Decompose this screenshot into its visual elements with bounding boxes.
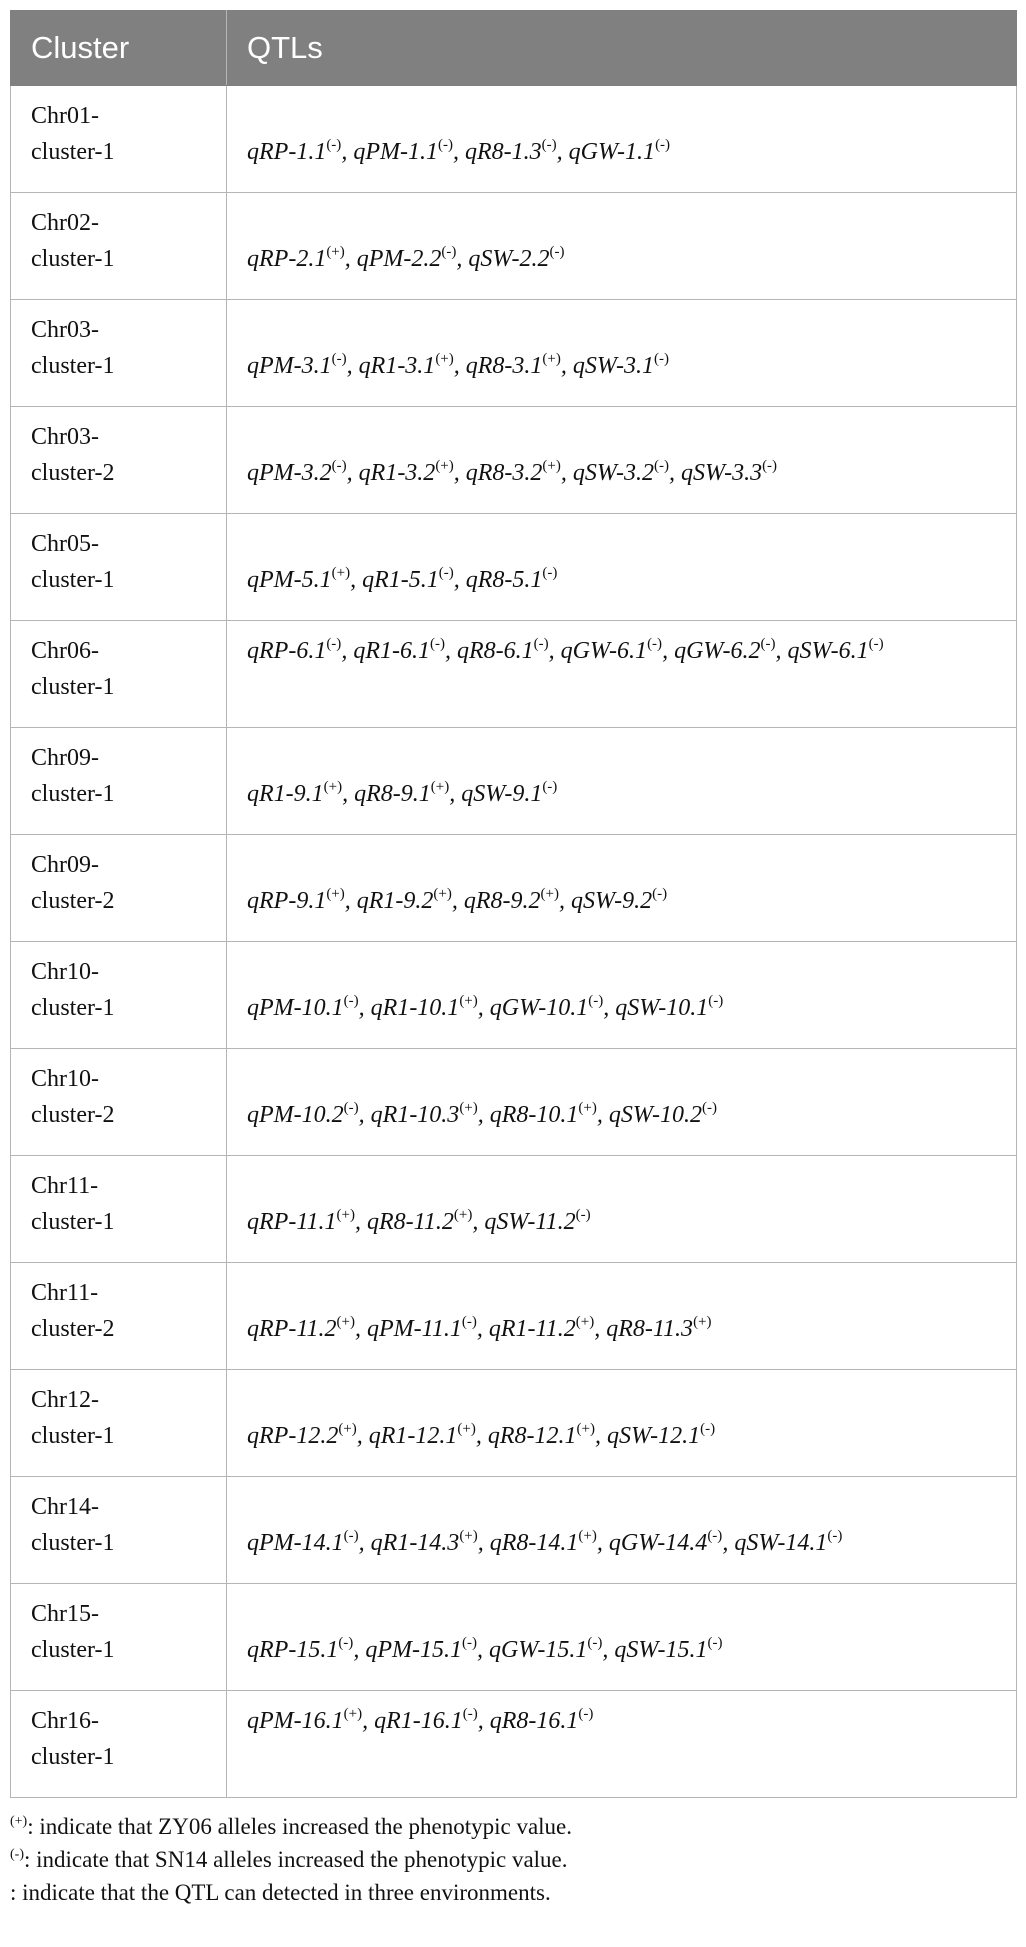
- qtl-name: qR8-10.1: [489, 1102, 579, 1128]
- cluster-name-line2: cluster-1: [31, 567, 115, 593]
- qtl-cluster-table-container: [10, 10, 1016, 1798]
- qtl-name: qPM-5.1: [247, 567, 332, 593]
- qtl-list: qPM-16.1(+), qR1-16.1(-), qR8-16.1(-): [247, 1706, 594, 1734]
- cluster-name-line2: cluster-1: [31, 246, 115, 272]
- cluster-cell: [11, 1370, 227, 1477]
- table-row: [11, 728, 1017, 835]
- qtl-name: qPM-2.2: [356, 246, 442, 272]
- qtl-effect-mark: (-): [326, 137, 342, 153]
- cluster-name-line1: Chr02-: [31, 210, 99, 236]
- qtl-effect-mark: (+): [575, 1314, 595, 1330]
- cluster-name-line2: cluster-1: [31, 139, 115, 165]
- qtl-cluster-table: [10, 10, 1017, 1798]
- qtl-effect-mark: (+): [459, 993, 478, 1009]
- qtl-list-cell: [227, 1370, 1017, 1477]
- qtl-effect-mark: (-): [655, 137, 671, 153]
- qtl-list-cell: [227, 193, 1017, 300]
- footnote-mark: (+): [10, 1814, 28, 1829]
- qtl-effect-mark: (+): [336, 1314, 355, 1330]
- qtl-effect-mark: (-): [541, 137, 557, 153]
- qtl-name: qR1-3.1: [358, 353, 436, 379]
- table-row: [11, 1584, 1017, 1691]
- qtl-name: qRP-6.1: [247, 638, 327, 664]
- cluster-cell: [11, 514, 227, 621]
- qtl-list: qRP-11.1(+), qR8-11.2(+), qSW-11.2(-): [247, 1207, 591, 1235]
- cluster-cell: [11, 86, 227, 193]
- qtl-effect-mark: (-): [868, 636, 884, 652]
- cluster-cell: [11, 621, 227, 728]
- cluster-name-line2: cluster-1: [31, 353, 115, 379]
- qtl-effect-mark: (+): [540, 886, 559, 902]
- qtl-name: qR1-14.3: [370, 1530, 460, 1556]
- cluster-cell: [11, 300, 227, 407]
- qtl-name: qPM-16.1: [247, 1708, 344, 1734]
- qtl-name: qR1-9.2: [356, 888, 434, 914]
- qtl-name: qPM-3.1: [247, 353, 332, 379]
- qtl-name: qSW-9.2: [570, 888, 653, 914]
- qtl-name: qR8-11.2: [366, 1209, 454, 1235]
- table-row: [11, 1691, 1017, 1798]
- cluster-name-line2: cluster-2: [31, 888, 115, 914]
- cluster-name-line1: Chr05-: [31, 531, 99, 557]
- qtl-name: qR1-5.1: [362, 567, 439, 593]
- qtl-name: qR1-12.1: [368, 1423, 458, 1449]
- qtl-list-cell: [227, 835, 1017, 942]
- cluster-name-line2: cluster-1: [31, 1423, 115, 1449]
- cluster-name-line1: Chr12-: [31, 1387, 99, 1413]
- cluster-name-line1: Chr01-: [31, 103, 99, 129]
- qtl-name: qRP-9.1: [247, 888, 327, 914]
- qtl-list-cell: [227, 728, 1017, 835]
- qtl-name: qRP-11.1: [247, 1209, 337, 1235]
- cluster-cell: [11, 1156, 227, 1263]
- qtl-name: qR8-9.1: [354, 781, 431, 807]
- table-body: [11, 86, 1017, 1798]
- qtl-list-cell: [227, 942, 1017, 1049]
- qtl-effect-mark: (+): [459, 1100, 478, 1116]
- cluster-cell: [11, 1691, 227, 1798]
- qtl-name: qSW-9.1: [461, 781, 543, 807]
- qtl-list: qRP-9.1(+), qR1-9.2(+), qR8-9.2(+), qSW-9.2(-): [247, 886, 668, 914]
- qtl-name: qGW-6.1: [560, 638, 648, 664]
- qtl-name: qGW-6.2: [674, 638, 761, 664]
- qtl-name: qR8-11.3: [606, 1316, 694, 1342]
- cluster-name-line2: cluster-2: [31, 460, 115, 486]
- qtl-effect-mark: (-): [343, 1528, 359, 1544]
- cluster-name-line2: cluster-2: [31, 1102, 115, 1128]
- qtl-effect-mark: (+): [331, 565, 351, 581]
- cluster-name-line2: cluster-1: [31, 1530, 115, 1556]
- cluster-name-line1: Chr16-: [31, 1708, 99, 1734]
- table-row: [11, 407, 1017, 514]
- qtl-effect-mark: (-): [462, 1706, 478, 1722]
- qtl-list-cell: [227, 1156, 1017, 1263]
- qtl-effect-mark: (-): [653, 351, 669, 367]
- qtl-effect-mark: (+): [578, 1100, 597, 1116]
- qtl-effect-mark: (-): [441, 244, 457, 260]
- qtl-name: qR8-12.1: [487, 1423, 577, 1449]
- qtl-effect-mark: (-): [707, 1528, 723, 1544]
- qtl-name: qSW-3.2: [572, 460, 654, 486]
- qtl-name: qSW-10.1: [615, 995, 709, 1021]
- qtl-name: qR1-16.1: [374, 1708, 463, 1734]
- cluster-name-line1: Chr14-: [31, 1494, 99, 1520]
- cluster-name-line1: Chr15-: [31, 1601, 99, 1627]
- qtl-effect-mark: (-): [331, 351, 347, 367]
- qtl-list-cell: [227, 621, 1017, 728]
- qtl-effect-mark: (-): [707, 1635, 723, 1651]
- qtl-effect-mark: (-): [461, 1635, 477, 1651]
- qtl-effect-mark: (-): [343, 993, 359, 1009]
- qtl-name: qR1-9.1: [247, 781, 324, 807]
- qtl-name: qR1-10.1: [370, 995, 460, 1021]
- qtl-list-cell: [227, 514, 1017, 621]
- qtl-name: qR1-10.3: [370, 1102, 460, 1128]
- cluster-cell: [11, 1263, 227, 1370]
- table-footnotes: [10, 1810, 1016, 1909]
- table-row: [11, 514, 1017, 621]
- footnote-mark: (-): [10, 1847, 24, 1862]
- qtl-name: qGW-10.1: [489, 995, 589, 1021]
- qtl-name: qR8-16.1: [489, 1708, 579, 1734]
- qtl-effect-mark: (-): [647, 636, 663, 652]
- cluster-cell: [11, 942, 227, 1049]
- qtl-effect-mark: (+): [336, 1207, 355, 1223]
- footnote-line: [10, 1876, 1016, 1909]
- qtl-name: qSW-10.2: [608, 1102, 702, 1128]
- qtl-effect-mark: (+): [323, 779, 343, 795]
- footnote-text: : indicate that the QTL can detected in three environments.: [10, 1880, 551, 1905]
- qtl-effect-mark: (-): [575, 1207, 591, 1223]
- qtl-name: qR8-14.1: [489, 1530, 579, 1556]
- cluster-name-line1: Chr09-: [31, 852, 99, 878]
- table-header-row: [11, 11, 1017, 86]
- cluster-name-line1: Chr10-: [31, 959, 99, 985]
- table-row: [11, 621, 1017, 728]
- qtl-list-cell: [227, 1691, 1017, 1798]
- qtl-name: qR8-6.1: [456, 638, 534, 664]
- table-row: [11, 1263, 1017, 1370]
- footnote-line: [10, 1810, 1016, 1843]
- qtl-effect-mark: (-): [542, 565, 558, 581]
- table-row: [11, 300, 1017, 407]
- qtl-list-cell: [227, 1477, 1017, 1584]
- qtl-effect-mark: (-): [652, 886, 668, 902]
- qtl-name: qPM-10.1: [247, 995, 344, 1021]
- qtl-name: qSW-14.1: [734, 1530, 828, 1556]
- qtl-list: qPM-5.1(+), qR1-5.1(-), qR8-5.1(-): [247, 565, 558, 593]
- qtl-list: qPM-3.2(-), qR1-3.2(+), qR8-3.2(+), qSW-3.2(-), qSW-3.3(-): [247, 458, 778, 486]
- qtl-name: qPM-11.1: [366, 1316, 462, 1342]
- qtl-effect-mark: (-): [760, 636, 776, 652]
- qtl-list-cell: [227, 86, 1017, 193]
- qtl-list: qPM-14.1(-), qR1-14.3(+), qR8-14.1(+), qGW-14.4(-), qSW-14.1(-): [247, 1528, 843, 1556]
- qtl-effect-mark: (+): [338, 1421, 357, 1437]
- qtl-effect-mark: (-): [326, 636, 342, 652]
- qtl-effect-mark: (+): [578, 1528, 597, 1544]
- qtl-list-cell: [227, 1584, 1017, 1691]
- qtl-effect-mark: (+): [326, 244, 345, 260]
- qtl-name: qSW-3.1: [572, 353, 654, 379]
- qtl-list-cell: [227, 1049, 1017, 1156]
- qtl-effect-mark: (-): [429, 636, 445, 652]
- cluster-name-line1: Chr06-: [31, 638, 99, 664]
- cluster-name-line1: Chr11-: [31, 1173, 99, 1199]
- cluster-name-line1: Chr10-: [31, 1066, 99, 1092]
- qtl-name: qRP-12.2: [247, 1423, 339, 1449]
- cluster-cell: [11, 835, 227, 942]
- cluster-name-line2: cluster-1: [31, 781, 115, 807]
- cluster-name-line2: cluster-1: [31, 1637, 115, 1663]
- qtl-name: qRP-15.1: [247, 1637, 339, 1663]
- qtl-effect-mark: (+): [693, 1314, 712, 1330]
- qtl-name: qR8-1.3: [464, 139, 542, 165]
- table-row: [11, 193, 1017, 300]
- qtl-list: qPM-10.2(-), qR1-10.3(+), qR8-10.1(+), qSW-10.2(-): [247, 1100, 717, 1128]
- qtl-effect-mark: (-): [762, 458, 778, 474]
- qtl-effect-mark: (-): [827, 1528, 843, 1544]
- qtl-name: qSW-6.1: [787, 638, 869, 664]
- qtl-effect-mark: (-): [338, 1635, 354, 1651]
- table-row: [11, 86, 1017, 193]
- qtl-effect-mark: (+): [542, 458, 561, 474]
- qtl-name: qRP-1.1: [247, 139, 327, 165]
- qtl-name: qPM-14.1: [247, 1530, 344, 1556]
- qtl-list: qRP-12.2(+), qR1-12.1(+), qR8-12.1(+), qSW-12.1(-): [247, 1421, 716, 1449]
- cluster-name-line1: Chr03-: [31, 317, 99, 343]
- footnote-text: : indicate that SN14 alleles increased the phenotypic value.: [24, 1847, 568, 1872]
- qtl-effect-mark: (-): [343, 1100, 359, 1116]
- column-header-cluster: Cluster: [11, 11, 227, 86]
- footnote-line: [10, 1843, 1016, 1876]
- qtl-effect-mark: (-): [701, 1100, 717, 1116]
- qtl-name: qR1-3.2: [358, 460, 436, 486]
- qtl-effect-mark: (+): [542, 351, 561, 367]
- qtl-list: qRP-11.2(+), qPM-11.1(-), qR1-11.2(+), qR8-11.3(+): [247, 1314, 712, 1342]
- cluster-name-line2: cluster-2: [31, 1316, 115, 1342]
- cluster-name-line1: Chr09-: [31, 745, 99, 771]
- qtl-name: qSW-2.2: [468, 246, 550, 272]
- cluster-name-line1: Chr11-: [31, 1280, 99, 1306]
- qtl-name: qGW-1.1: [568, 139, 656, 165]
- qtl-name: qRP-2.1: [247, 246, 327, 272]
- qtl-effect-mark: (+): [435, 351, 454, 367]
- cluster-cell: [11, 1477, 227, 1584]
- qtl-effect-mark: (-): [542, 779, 558, 795]
- qtl-name: qPM-10.2: [247, 1102, 344, 1128]
- qtl-effect-mark: (-): [653, 458, 669, 474]
- cluster-cell: [11, 728, 227, 835]
- qtl-effect-mark: (+): [459, 1528, 478, 1544]
- qtl-effect-mark: (-): [461, 1314, 477, 1330]
- qtl-effect-mark: (-): [578, 1706, 594, 1722]
- qtl-name: qSW-15.1: [614, 1637, 708, 1663]
- cluster-name-line2: cluster-1: [31, 674, 115, 700]
- qtl-effect-mark: (-): [549, 244, 565, 260]
- qtl-list: qRP-6.1(-), qR1-6.1(-), qR8-6.1(-), qGW-6.1(-), qGW-6.2(-), qSW-6.1(-): [247, 636, 884, 664]
- qtl-name: qGW-15.1: [488, 1637, 588, 1663]
- qtl-list: qR1-9.1(+), qR8-9.1(+), qSW-9.1(-): [247, 779, 558, 807]
- qtl-effect-mark: (+): [453, 1207, 473, 1223]
- qtl-effect-mark: (+): [435, 458, 454, 474]
- qtl-list-cell: [227, 1263, 1017, 1370]
- cluster-cell: [11, 1049, 227, 1156]
- qtl-effect-mark: (+): [457, 1421, 476, 1437]
- qtl-list: qRP-2.1(+), qPM-2.2(-), qSW-2.2(-): [247, 244, 565, 272]
- table-row: [11, 1370, 1017, 1477]
- qtl-name: qR8-3.1: [465, 353, 543, 379]
- qtl-list: qPM-10.1(-), qR1-10.1(+), qGW-10.1(-), qSW-10.1(-): [247, 993, 724, 1021]
- table-row: [11, 1477, 1017, 1584]
- qtl-name: qGW-14.4: [608, 1530, 708, 1556]
- qtl-name: qR1-6.1: [353, 638, 430, 664]
- qtl-effect-mark: (-): [438, 565, 454, 581]
- qtl-name: qR8-5.1: [465, 567, 543, 593]
- qtl-effect-mark: (+): [343, 1706, 363, 1722]
- qtl-name: qSW-12.1: [606, 1423, 701, 1449]
- qtl-list: qRP-1.1(-), qPM-1.1(-), qR8-1.3(-), qGW-1.1(-): [247, 137, 671, 165]
- qtl-list: qPM-3.1(-), qR1-3.1(+), qR8-3.1(+), qSW-3.1(-): [247, 351, 669, 379]
- cluster-name-line1: Chr03-: [31, 424, 99, 450]
- qtl-name: qPM-15.1: [365, 1637, 462, 1663]
- qtl-name: qR8-3.2: [465, 460, 543, 486]
- cluster-name-line2: cluster-1: [31, 1209, 115, 1235]
- table-row: [11, 1049, 1017, 1156]
- qtl-name: qR8-9.2: [463, 888, 541, 914]
- cluster-name-line2: cluster-1: [31, 1744, 115, 1770]
- qtl-name: qPM-1.1: [353, 139, 438, 165]
- cluster-cell: [11, 407, 227, 514]
- qtl-effect-mark: (-): [708, 993, 724, 1009]
- qtl-list: qRP-15.1(-), qPM-15.1(-), qGW-15.1(-), qSW-15.1(-): [247, 1635, 723, 1663]
- qtl-effect-mark: (+): [576, 1421, 595, 1437]
- footnote-text: : indicate that ZY06 alleles increased the phenotypic value.: [27, 1814, 573, 1839]
- qtl-effect-mark: (+): [326, 886, 345, 902]
- qtl-effect-mark: (-): [587, 1635, 603, 1651]
- cluster-name-line2: cluster-1: [31, 995, 115, 1021]
- qtl-name: qSW-3.3: [680, 460, 763, 486]
- qtl-effect-mark: (-): [588, 993, 604, 1009]
- qtl-name: qSW-11.2: [484, 1209, 576, 1235]
- table-row: [11, 942, 1017, 1049]
- qtl-list-cell: [227, 300, 1017, 407]
- qtl-effect-mark: (-): [533, 636, 549, 652]
- qtl-effect-mark: (-): [437, 137, 453, 153]
- qtl-name: qPM-3.2: [247, 460, 332, 486]
- qtl-effect-mark: (-): [331, 458, 347, 474]
- column-header-qtls: QTLs: [227, 11, 1017, 86]
- qtl-name: qRP-11.2: [247, 1316, 337, 1342]
- table-row: [11, 835, 1017, 942]
- cluster-cell: [11, 1584, 227, 1691]
- table-row: [11, 1156, 1017, 1263]
- qtl-effect-mark: (+): [433, 886, 452, 902]
- qtl-name: qR1-11.2: [488, 1316, 576, 1342]
- qtl-effect-mark: (-): [700, 1421, 716, 1437]
- qtl-effect-mark: (+): [430, 779, 450, 795]
- qtl-list-cell: [227, 407, 1017, 514]
- cluster-cell: [11, 193, 227, 300]
